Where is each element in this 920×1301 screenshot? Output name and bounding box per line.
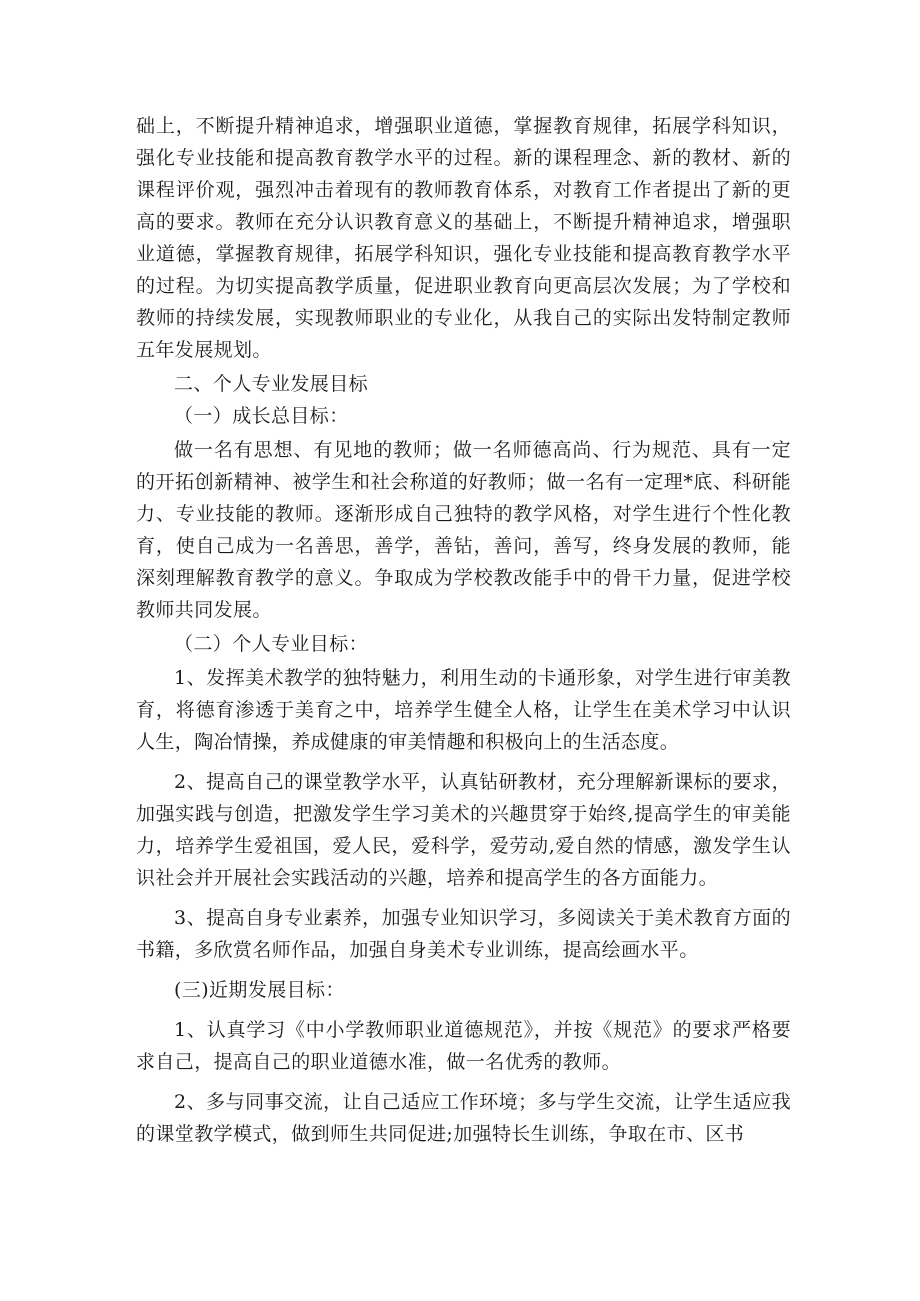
subsection-heading: (三)近期发展目标： xyxy=(174,979,345,1001)
list-item: 2、多与同事交流，让自己适应工作环境；多与学生交流，让学生适应我的课堂教学模式，做到师生共同促进;加强特长生训练，争取在市、区书 xyxy=(136,1091,791,1145)
section-heading: 二、个人专业发展目标 xyxy=(174,373,369,395)
list-item: 1、认真学习《中小学教师职业道德规范》，并按《规范》的要求严格要求自己，提高自己的职业道德水准，做一名优秀的教师。 xyxy=(136,1019,791,1073)
paragraph-goal: 做一名有思想、有见地的教师；做一名师德高尚、行为规范、具有一定的开拓创新精神、被学生和社会称道的好教师；做一名有一定理*底、科研能力、专业技能的教师。逐渐形成自己独特的教学风格，对学生进行个性化教育，使自己成为一名善思，善学，善钻，善问，善写，终身发展的教师，能深刻理解教育教学的意义。争取成为学校教改能手中的骨干力量，促进学校教师共同发展。 xyxy=(136,439,791,621)
list-item: 1、发挥美术教学的独特魅力，利用生动的卡通形象，对学生进行审美教育，将德育渗透于美育之中，培养学生健全人格，让学生在美术学习中认识人生，陶冶情操，养成健康的审美情趣和积极向上的生活态度。 xyxy=(136,667,791,753)
subsection-heading: （一）成长总目标： xyxy=(174,405,349,427)
paragraph-intro: 础上，不断提升精神追求，增强职业道德，掌握教育规律，拓展学科知识，强化专业技能和提高教育教学水平的过程。新的课程理念、新的教材、新的课程评价观，强烈冲击着现有的教师教育体系，对教育工作者提出了新的更高的要求。教师在充分认识教育意义的基础上，不断提升精神追求，增强职业道德，掌握教育规律，拓展学科知识，强化专业技能和提高教育教学水平的过程。为切实提高教学质量，促进职业教育向更高层次发展；为了学校和教师的持续发展，实现教师职业的专业化，从我自己的实际出发特制定教师五年发展规划。 xyxy=(136,115,791,361)
list-item: 2、提高自己的课堂教学水平，认真钻研教材，充分理解新课标的要求，加强实践与创造，把激发学生学习美术的兴趣贯穿于始终,提高学生的审美能力，培养学生爱祖国，爱人民，爱科学，爱劳动,爱自然的情感，激发学生认识社会并开展社会实践活动的兴趣，培养和提高学生的各方面能力。 xyxy=(136,771,791,889)
document-body xyxy=(136,110,791,1150)
list-item: 3、提高自身专业素养，加强专业知识学习，多阅读关于美术教育方面的书籍，多欣赏名师作品，加强自身美术专业训练，提高绘画水平。 xyxy=(136,907,791,961)
subsection-heading: （二）个人专业目标： xyxy=(174,633,369,655)
